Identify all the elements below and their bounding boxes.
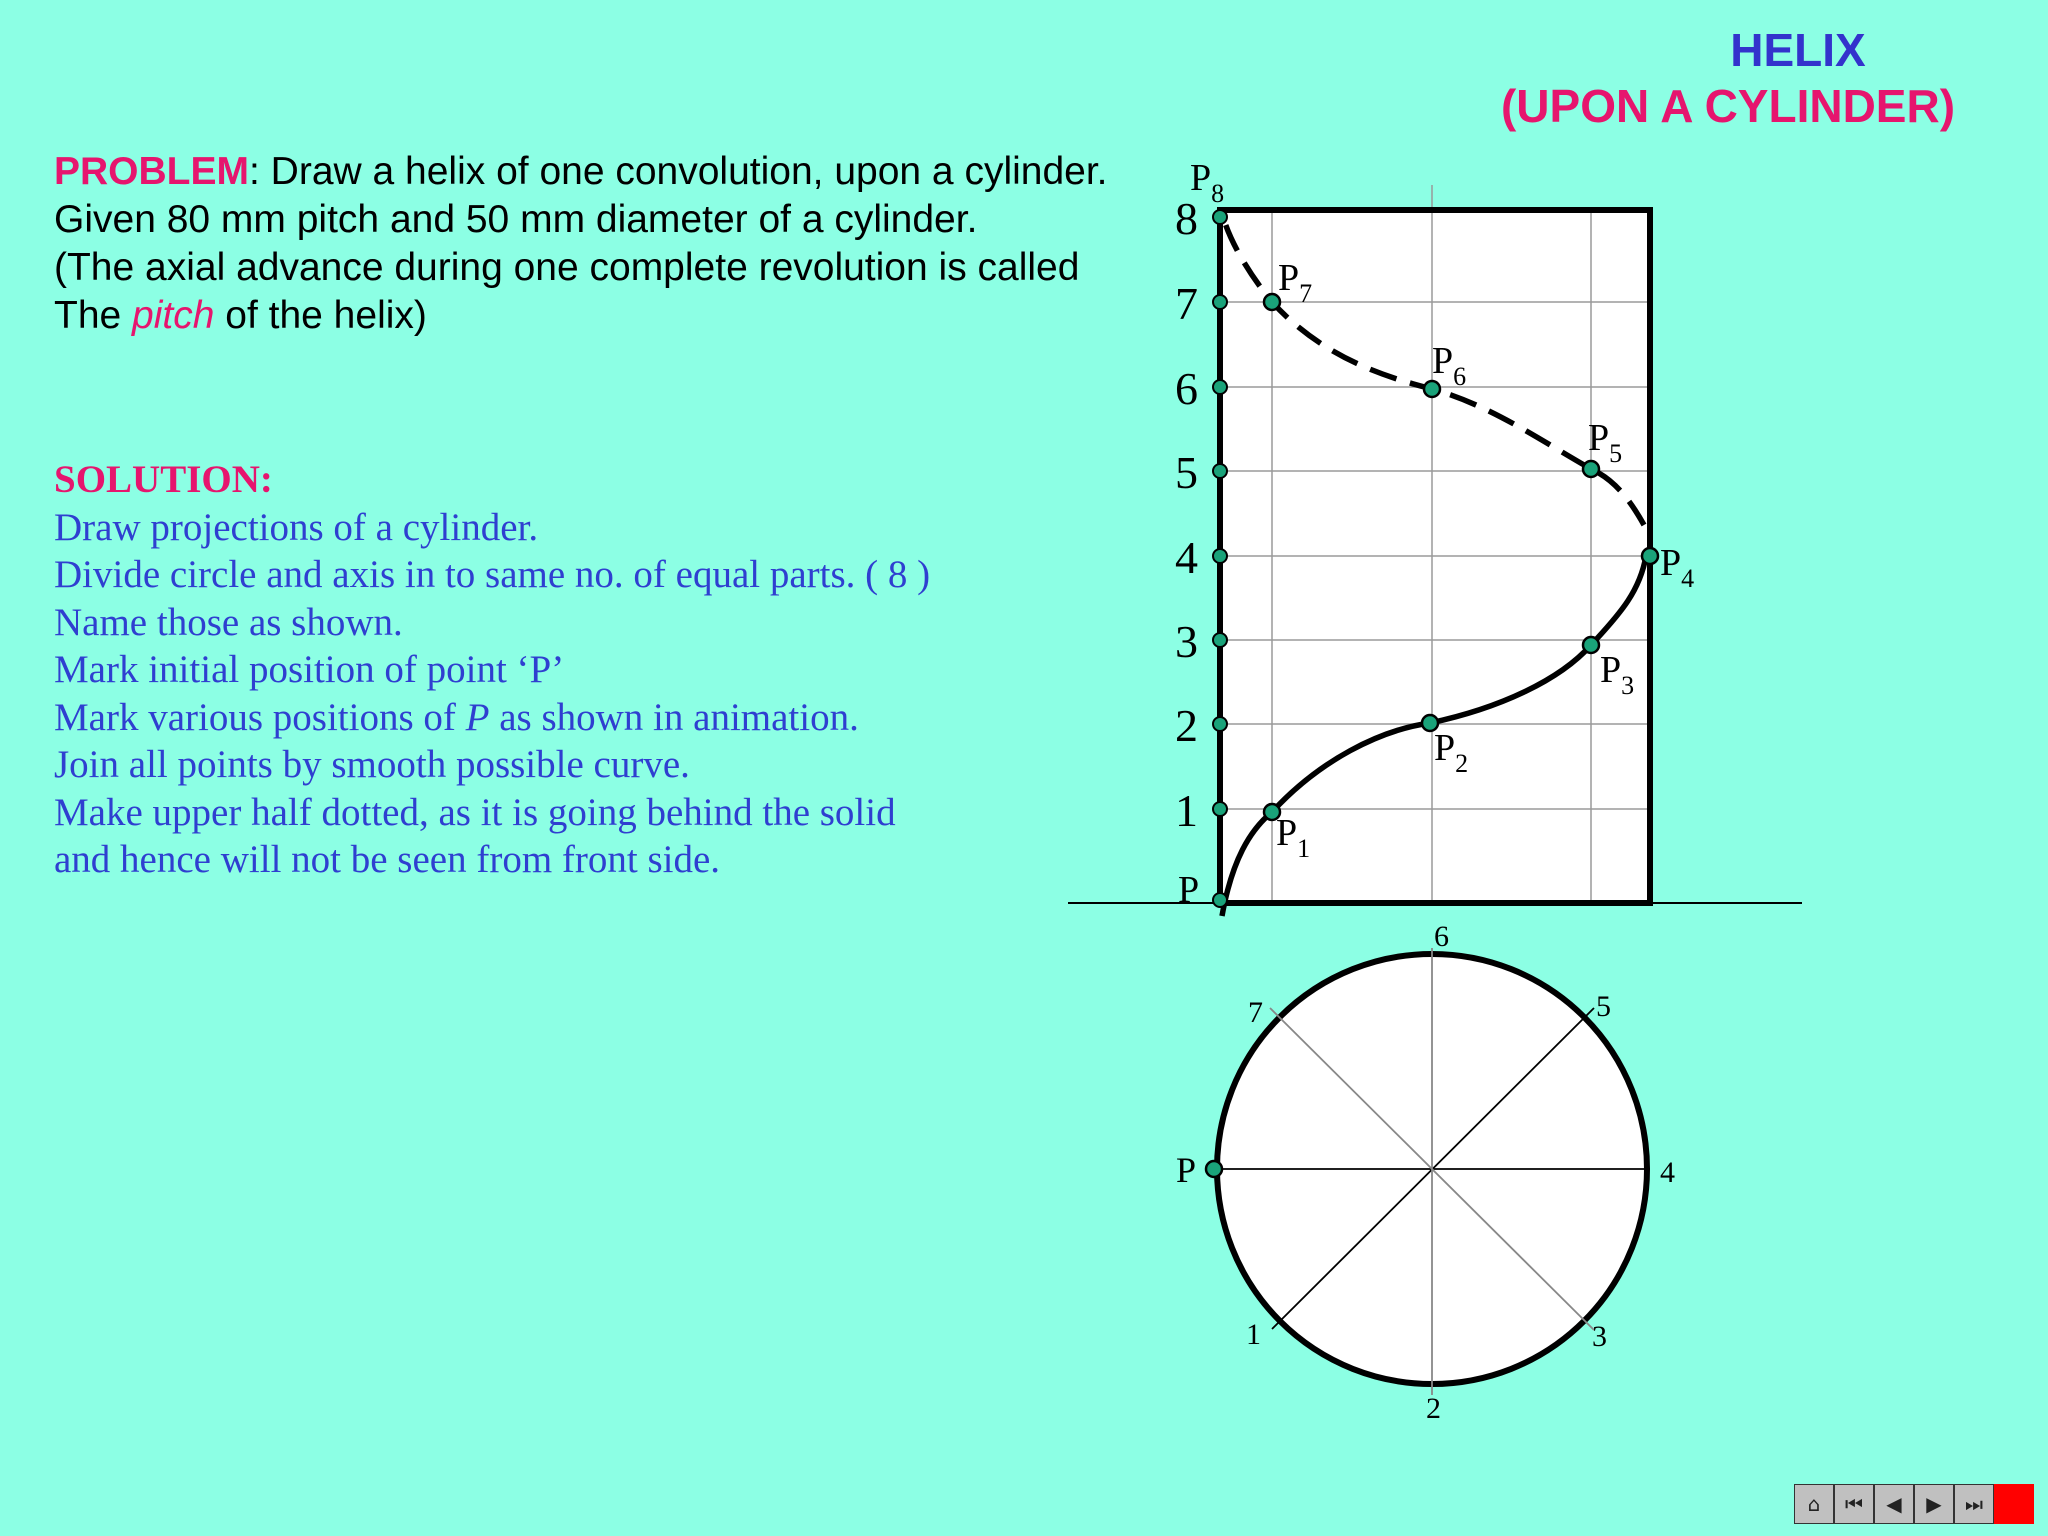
last-icon[interactable]: ⏭ — [1954, 1484, 1994, 1524]
title-subtitle: (UPON A CYLINDER) — [1500, 80, 1956, 132]
point-label-p1: $P_1$ — [1276, 812, 1311, 863]
pitch-term: pitch — [132, 294, 215, 337]
solution-step: Make upper half dotted, as it is going behind the solid — [54, 790, 896, 834]
division-label: 4 — [1660, 1156, 1675, 1189]
point-label-p8: $P_8$ — [1190, 157, 1225, 208]
point-label-p7: $P_7$ — [1278, 257, 1313, 308]
problem-keyword: PROBLEM — [54, 150, 249, 193]
division-label: 3 — [1592, 1320, 1607, 1353]
solution-step: Join all points by smooth possible curve. — [54, 743, 690, 786]
solution-step: Mark initial position of point ‘P’ — [54, 648, 565, 691]
slide-navigation — [1794, 1484, 2034, 1524]
axis-labels — [1175, 193, 1198, 836]
division-label: 7 — [1248, 996, 1263, 1029]
axis-label: 4 — [1175, 532, 1198, 583]
point-label-base: P — [1178, 869, 1200, 911]
axis-label: 2 — [1175, 700, 1198, 751]
stop-icon[interactable] — [1994, 1484, 2034, 1524]
point-label-p2: $P_2$ — [1434, 727, 1469, 778]
problem-line4-post: of the helix) — [214, 294, 427, 337]
home-icon[interactable]: ⌂ — [1794, 1484, 1834, 1524]
solution-step: Name those as shown. — [54, 600, 403, 644]
division-label: 1 — [1246, 1318, 1261, 1351]
solution-heading: SOLUTION: — [54, 458, 273, 501]
solution-step-p: P — [465, 695, 490, 739]
title-helix: HELIX — [1730, 24, 1866, 76]
point-label-p4: $P_4$ — [1660, 542, 1695, 593]
division-label: P — [1176, 1150, 1197, 1190]
point-label-p3: $P_3$ — [1600, 649, 1635, 700]
problem-line4-pre: The — [54, 294, 133, 337]
next-icon[interactable]: ▶ — [1914, 1484, 1954, 1524]
division-label: 6 — [1434, 920, 1449, 953]
solution-step: Draw projections of a cylinder. — [54, 505, 539, 549]
axis-label: 5 — [1175, 447, 1198, 498]
point-label-p6: $P_6$ — [1432, 340, 1467, 391]
top-view — [1176, 920, 1675, 1425]
front-view — [1068, 157, 1802, 916]
axis-label: 6 — [1175, 363, 1198, 414]
prev-icon[interactable]: ◀ — [1874, 1484, 1914, 1524]
solution-step: Divide circle and axis in to same no. of equal parts. ( 8 ) — [54, 553, 931, 596]
problem-line1: : Draw a helix of one convolution, upon a cylinder. — [249, 150, 1108, 193]
solution-step: as shown in animation. — [489, 695, 859, 739]
division-label: 5 — [1596, 990, 1611, 1023]
problem-line2: Given 80 mm pitch and 50 mm diameter of a cylinder. — [54, 198, 978, 241]
axis-label: 1 — [1175, 785, 1198, 836]
point-label-p5: $P_5$ — [1588, 417, 1623, 468]
axis-label: 8 — [1175, 193, 1198, 244]
first-icon[interactable]: ⏮ — [1834, 1484, 1874, 1524]
axis-label: 7 — [1175, 278, 1198, 329]
problem-line3: (The axial advance during one complete revolution is called — [54, 246, 1080, 289]
solution-step: Mark various positions of — [54, 695, 466, 739]
solution-step: and hence will not be seen from front side. — [54, 838, 721, 881]
start-point-marker — [1206, 1161, 1222, 1177]
axis-label: 3 — [1175, 616, 1198, 667]
division-label: 2 — [1426, 1392, 1441, 1425]
